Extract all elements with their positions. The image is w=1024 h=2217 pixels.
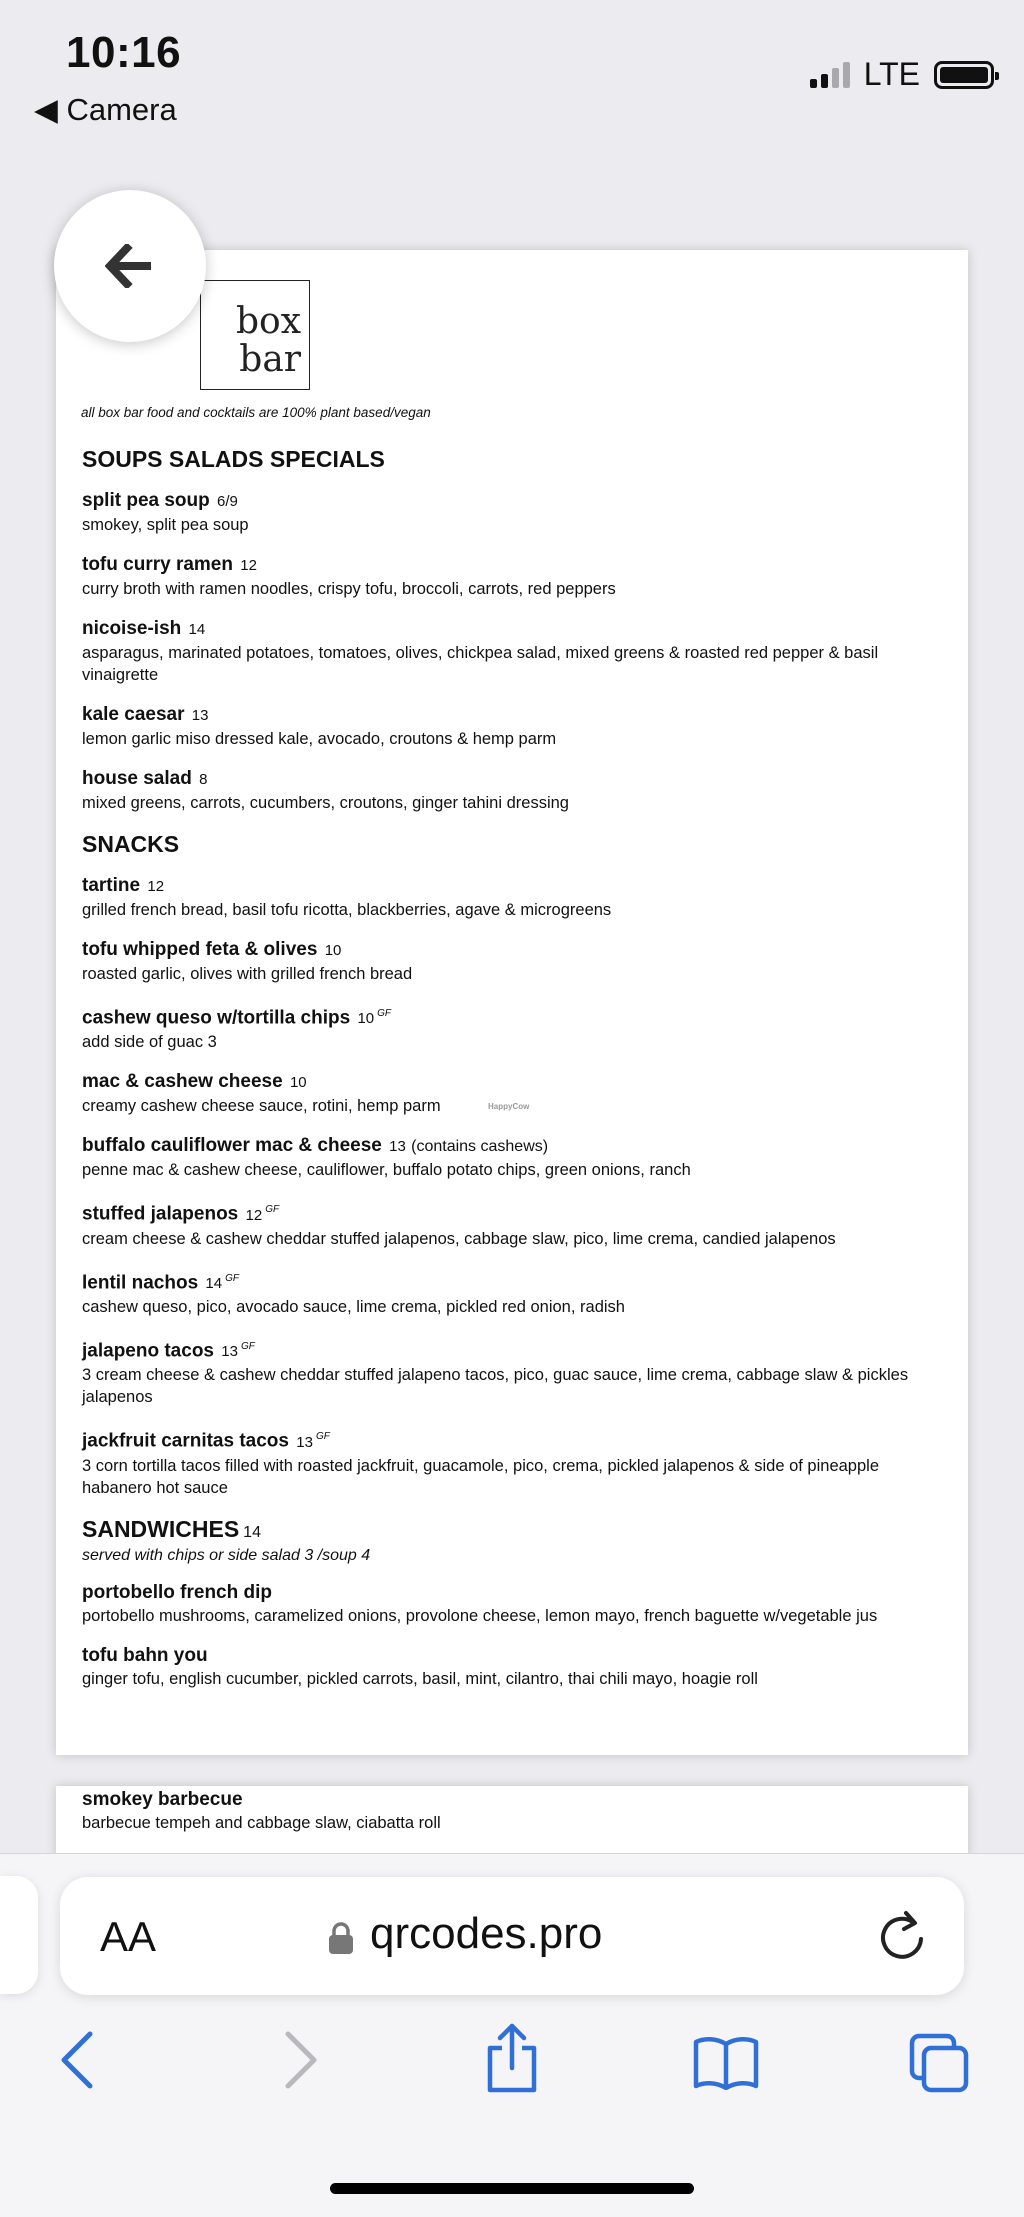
item-desc: curry broth with ramen noodles, crispy tofu, broccoli, carrots, red peppers xyxy=(82,580,616,598)
url-text: qrcodes.pro xyxy=(370,1909,603,1958)
item-name-line xyxy=(82,938,952,963)
back-to-camera-link[interactable]: ◀ Camera xyxy=(34,92,177,127)
list-item xyxy=(82,617,952,686)
item-price: 8 xyxy=(199,771,208,788)
gluten-free-badge: GF xyxy=(377,1008,392,1019)
item-price: 14 xyxy=(205,1274,223,1292)
previous-tab-peek[interactable] xyxy=(0,1876,38,1994)
aa-label: AA xyxy=(100,1913,157,1960)
address-bar[interactable] xyxy=(60,1877,964,1995)
item-name: split pea soup xyxy=(82,490,210,511)
arrow-left-icon xyxy=(105,244,155,288)
item-price: 13 xyxy=(389,1138,406,1156)
list-item xyxy=(82,1581,952,1627)
item-desc: lemon garlic miso dressed kale, avocado, croutons & hemp parm xyxy=(82,730,557,748)
item-price: 12 xyxy=(147,878,165,895)
logo-line-2: bar xyxy=(239,339,301,380)
chevron-left-icon[interactable] xyxy=(58,2030,98,2090)
section-sandwiches xyxy=(82,1581,952,1690)
share-icon[interactable] xyxy=(482,2022,542,2094)
item-desc: 3 corn tortilla tacos filled with roasted jackfruit, guacamole, pico, crema, pickled jalapenos & side of pineapple habanero hot sauce xyxy=(82,1456,880,1497)
item-desc: creamy cashew cheese sauce, rotini, hemp parm xyxy=(82,1097,441,1116)
item-price: 10 xyxy=(324,942,342,959)
item-desc: portobello mushrooms, caramelized onions, provolone cheese, lemon mayo, french baguette w/vegetable jus xyxy=(82,1606,878,1625)
item-price: 12 xyxy=(240,557,257,574)
item-desc: 3 cream cheese & cashew cheddar stuffed jalapeno tacos, pico, guac sauce, lime crema, cabbage slaw & pickles jalapenos xyxy=(82,1366,909,1407)
battery-icon xyxy=(934,61,994,89)
section-title-snacks: SNACKS xyxy=(82,831,180,857)
list-item xyxy=(82,1267,952,1318)
section-title-sandwiches xyxy=(82,1516,952,1543)
item-price: 13 xyxy=(296,1433,313,1451)
list-item xyxy=(82,553,952,600)
list-item xyxy=(82,1198,952,1249)
item-desc: mixed greens, carrots, cucumbers, croutons, ginger tahini dressing xyxy=(82,794,569,812)
item-name: buffalo cauliflower mac & cheese xyxy=(82,1135,382,1157)
status-indicators xyxy=(810,56,994,93)
item-price: 13 xyxy=(221,1343,238,1361)
item-name-line xyxy=(82,1198,952,1227)
list-item xyxy=(82,1070,952,1117)
status-time: 10:16 xyxy=(66,28,182,77)
item-desc: cashew queso, pico, avocado sauce, lime crema, pickled red onion, radish xyxy=(82,1297,625,1316)
item-name: lentil nachos xyxy=(82,1271,199,1293)
sandwiches-note: served with chips or side salad 3 /soup 4 xyxy=(82,1546,371,1564)
item-price: 14 xyxy=(188,621,206,638)
item-price: 10 xyxy=(357,1010,375,1028)
gluten-free-badge: GF xyxy=(265,1204,280,1216)
gluten-free-badge: GF xyxy=(240,1340,255,1352)
item-desc: barbecue tempeh and cabbage slaw, ciabatta roll xyxy=(82,1814,441,1832)
box-bar-logo xyxy=(200,280,310,390)
item-name-line xyxy=(82,767,952,792)
signal-icon xyxy=(810,62,850,88)
list-item xyxy=(82,489,952,536)
gluten-free-badge: GF xyxy=(315,1431,330,1443)
network-label: LTE xyxy=(863,56,920,92)
tabs-icon[interactable] xyxy=(908,2032,972,2094)
menu-content xyxy=(82,446,952,1707)
item-name: smokey barbecue xyxy=(82,1789,243,1810)
gluten-free-badge: GF xyxy=(225,1272,239,1284)
list-item xyxy=(82,1002,952,1053)
sandwiches-title: SANDWICHES xyxy=(82,1515,240,1542)
list-item xyxy=(82,1788,441,1834)
item-name-line xyxy=(82,1581,952,1605)
item-desc: grilled french bread, basil tofu ricotta, blackberries, agave & microgreens xyxy=(82,901,612,919)
item-name-line xyxy=(82,1267,952,1296)
sandwiches-price: 14 xyxy=(243,1523,261,1541)
item-desc: ginger tofu, english cucumber, pickled carrots, basil, mint, cilantro, thai chili mayo, hoagie roll xyxy=(82,1669,758,1688)
item-name-line xyxy=(82,703,952,728)
item-price: 12 xyxy=(245,1206,263,1224)
list-item xyxy=(82,1644,952,1690)
menu-tagline: all box bar food and cocktails are 100% plant based/vegan xyxy=(81,405,431,420)
item-name: tofu curry ramen xyxy=(82,554,233,575)
item-desc: asparagus, marinated potatoes, tomatoes, olives, chickpea salad, mixed greens & roasted red pepper & basil vinaigrette xyxy=(82,644,879,684)
item-name-line xyxy=(82,1134,952,1159)
reload-icon[interactable] xyxy=(878,1909,928,1961)
item-name-line xyxy=(82,1002,952,1031)
section-title-soups: SOUPS SALADS SPECIALS xyxy=(82,446,385,472)
item-name: stuffed jalapenos xyxy=(82,1203,239,1225)
list-item xyxy=(82,1134,952,1181)
bookmarks-icon[interactable] xyxy=(692,2034,760,2090)
item-desc: penne mac & cashew cheese, cauliflower, buffalo potato chips, green onions, ranch xyxy=(82,1161,691,1180)
item-price: 6/9 xyxy=(217,493,238,510)
list-item xyxy=(82,1425,952,1498)
item-desc: cream cheese & cashew cheddar stuffed jalapenos, cabbage slaw, pico, lime crema, candied jalapenos xyxy=(82,1229,836,1248)
item-name-line xyxy=(82,1425,952,1454)
item-name: nicoise-ish xyxy=(82,618,182,639)
section-soups xyxy=(82,489,952,814)
item-price: 13 xyxy=(191,707,209,724)
item-note: (contains cashews) xyxy=(411,1138,549,1156)
item-name-line xyxy=(82,617,952,642)
item-name: mac & cashew cheese xyxy=(82,1071,283,1093)
reader-options-button[interactable] xyxy=(100,1913,156,1961)
item-name: tofu bahn you xyxy=(82,1644,208,1666)
list-item xyxy=(82,938,952,985)
item-name: jalapeno tacos xyxy=(82,1340,214,1362)
item-price: 10 xyxy=(289,1074,307,1092)
chevron-right-icon[interactable] xyxy=(280,2030,320,2090)
logo-line-1: box xyxy=(235,301,301,342)
item-name: portobello french dip xyxy=(82,1581,272,1603)
item-desc: smokey, split pea soup xyxy=(82,516,249,534)
item-name-line xyxy=(82,1335,952,1364)
item-name: cashew queso w/tortilla chips xyxy=(82,1007,351,1029)
list-item xyxy=(82,767,952,814)
lock-icon xyxy=(328,1921,354,1955)
item-name-line xyxy=(82,1070,952,1095)
item-name: kale caesar xyxy=(82,704,185,725)
list-item xyxy=(82,1335,952,1408)
item-desc: add side of guac 3 xyxy=(82,1033,217,1052)
list-item xyxy=(82,874,952,921)
section-snacks xyxy=(82,874,952,1499)
item-name-line xyxy=(82,874,952,899)
item-name-line xyxy=(82,489,952,514)
item-name: jackfruit carnitas tacos xyxy=(82,1430,289,1452)
item-desc: roasted garlic, olives with grilled french bread xyxy=(82,965,413,983)
back-button[interactable] xyxy=(54,190,206,342)
item-name: house salad xyxy=(82,768,192,789)
list-item xyxy=(82,703,952,750)
item-name: tofu whipped feta & olives xyxy=(82,939,318,960)
item-name-line xyxy=(82,1644,952,1668)
menu-page xyxy=(56,250,968,1755)
item-name: tartine xyxy=(82,875,141,896)
home-indicator xyxy=(330,2183,694,2194)
item-name-line xyxy=(82,553,952,578)
watermark: HappyCow xyxy=(488,1102,530,1111)
